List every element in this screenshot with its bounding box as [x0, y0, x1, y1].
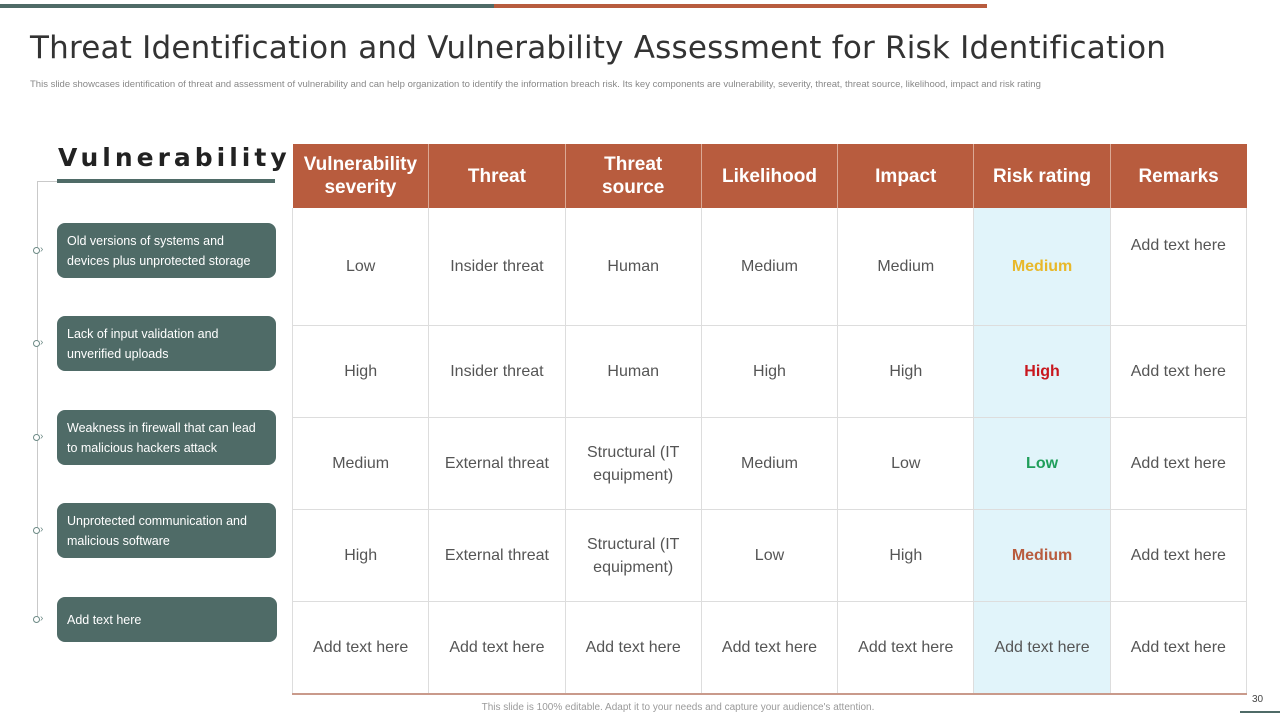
chevron-right-icon: › [40, 524, 44, 535]
page-title: Threat Identification and Vulnerability Assessment for Risk Identification [30, 30, 1167, 66]
vulnerability-item: Weakness in firewall that can lead to malicious hackers attack [57, 410, 276, 465]
table-row [293, 602, 1247, 695]
table-row [293, 208, 1247, 326]
severity-cell: High [293, 326, 429, 418]
column-header-risk-rating: Risk rating [974, 144, 1110, 208]
threat-cell: Insider threat [429, 326, 565, 418]
risk-rating-cell: High [974, 326, 1110, 418]
column-header-remarks: Remarks [1110, 144, 1246, 208]
table-row [293, 418, 1247, 510]
remarks-cell: Add text here [1110, 208, 1246, 326]
severity-cell: Low [293, 208, 429, 326]
likelihood-cell: Medium [701, 208, 837, 326]
threat-cell: Add text here [429, 602, 565, 695]
severity-cell: High [293, 510, 429, 602]
vulnerability-item: Add text here [57, 597, 277, 642]
timeline-dot [33, 527, 40, 534]
risk-rating-cell: Low [974, 418, 1110, 510]
risk-assessment-table [292, 144, 1247, 695]
likelihood-cell: High [701, 326, 837, 418]
chevron-right-icon: › [40, 244, 44, 255]
impact-cell: High [838, 326, 974, 418]
table-row [293, 326, 1247, 418]
vulnerability-heading: Vulnerability [58, 143, 291, 172]
page-number: 30 [1252, 694, 1264, 705]
column-header-likelihood: Likelihood [701, 144, 837, 208]
severity-cell: Medium [293, 418, 429, 510]
column-header-threat-source: Threat source [565, 144, 701, 208]
remarks-cell: Add text here [1110, 418, 1246, 510]
remarks-cell: Add text here [1110, 510, 1246, 602]
threat-cell: External threat [429, 510, 565, 602]
column-header-threat: Threat [429, 144, 565, 208]
threat-cell: External threat [429, 418, 565, 510]
footer-note: This slide is 100% editable. Adapt it to your needs and capture your audience's attention. [481, 702, 875, 713]
remarks-cell: Add text here [1110, 326, 1246, 418]
timeline-dot [33, 434, 40, 441]
impact-cell: High [838, 510, 974, 602]
threat-source-cell: Structural (IT equipment) [565, 418, 701, 510]
vulnerability-item: Unprotected communication and malicious software [57, 503, 276, 558]
risk-rating-cell: Medium [974, 208, 1110, 326]
chevron-right-icon: › [40, 431, 44, 442]
column-header-impact: Impact [838, 144, 974, 208]
risk-rating-cell: Medium [974, 510, 1110, 602]
table-header-row [293, 144, 1247, 208]
likelihood-cell: Add text here [701, 602, 837, 695]
impact-cell: Add text here [838, 602, 974, 695]
vulnerability-heading-underline [57, 179, 275, 183]
column-header-severity: Vulnerability severity [293, 144, 429, 208]
likelihood-cell: Medium [701, 418, 837, 510]
vulnerability-item: Lack of input validation and unverified uploads [57, 316, 276, 371]
threat-source-cell: Human [565, 208, 701, 326]
severity-cell: Add text here [293, 602, 429, 695]
chevron-right-icon: › [40, 613, 44, 624]
timeline-dot [33, 247, 40, 254]
impact-cell: Medium [838, 208, 974, 326]
remarks-cell: Add text here [1110, 602, 1246, 695]
top-accent-bar-teal [0, 4, 494, 8]
threat-cell: Insider threat [429, 208, 565, 326]
threat-source-cell: Human [565, 326, 701, 418]
timeline-dot [33, 616, 40, 623]
top-accent-bar-rust [494, 4, 987, 8]
timeline-connector-top [37, 181, 57, 182]
table-row [293, 510, 1247, 602]
vulnerability-item: Old versions of systems and devices plus unprotected storage [57, 223, 276, 278]
chevron-right-icon: › [40, 337, 44, 348]
risk-rating-cell: Add text here [974, 602, 1110, 695]
impact-cell: Low [838, 418, 974, 510]
likelihood-cell: Low [701, 510, 837, 602]
page-number-underline [1240, 711, 1280, 713]
threat-source-cell: Structural (IT equipment) [565, 510, 701, 602]
threat-source-cell: Add text here [565, 602, 701, 695]
page-subtitle: This slide showcases identification of threat and assessment of vulnerability and can help organization to identify the information breach risk. Its key components are vulnerability, severity, threat, threat source, likelihood, impact and risk rating [30, 79, 1041, 90]
timeline-dot [33, 340, 40, 347]
